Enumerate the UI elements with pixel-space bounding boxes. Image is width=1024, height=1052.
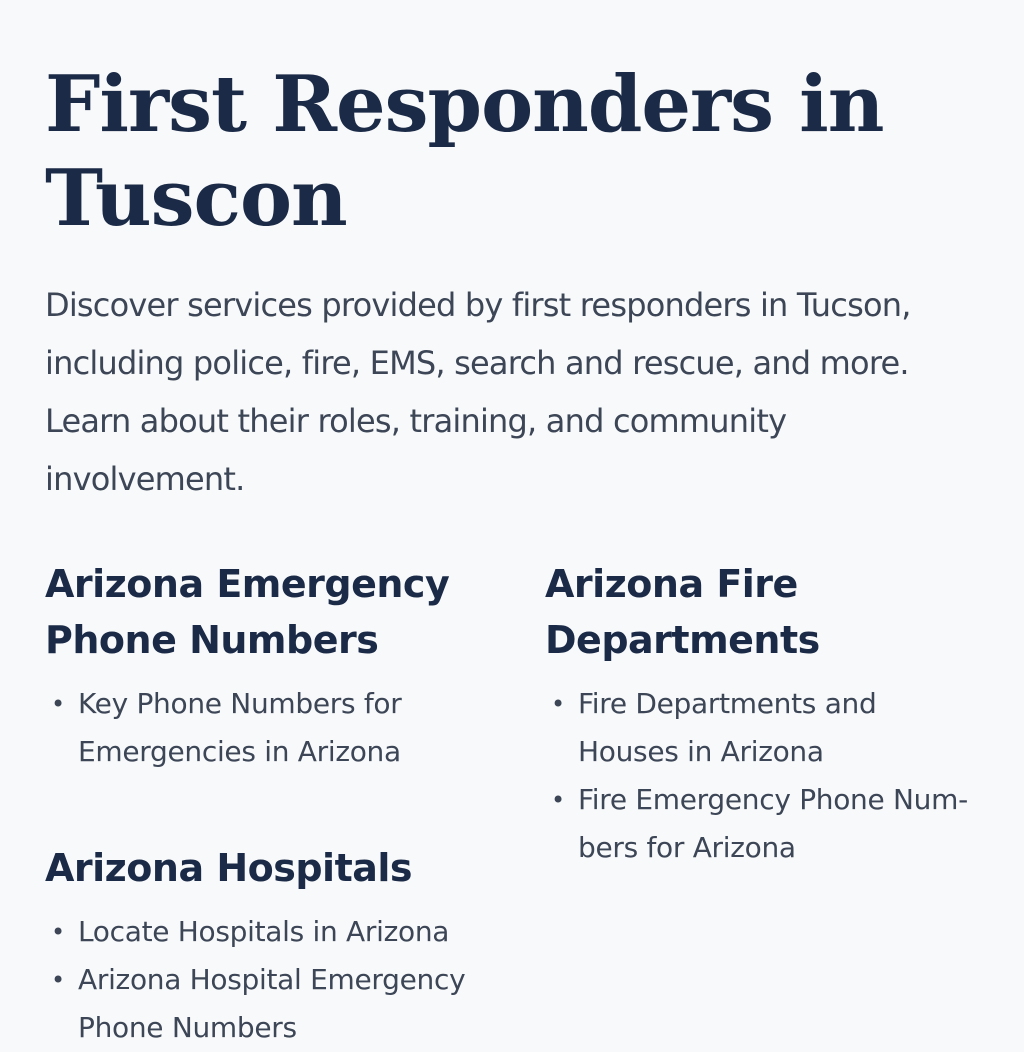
link-hospital-emergency-phone-numbers[interactable]: [45, 956, 485, 1052]
bullet-dot-icon: •: [51, 690, 65, 718]
link-label: Key Phone Numbers for Emergencies in Arizona: [78, 687, 402, 768]
link-label: Fire Departments and Houses in Arizona: [578, 687, 877, 768]
section-heading-emergency-phone-numbers: Arizona Emergency Phone Numbers: [45, 562, 450, 662]
link-label: Arizona Hospital Emergency Phone Numbers: [78, 963, 466, 1044]
section-heading-hospitals: Arizona Hospitals: [45, 846, 413, 890]
section-heading-fire-departments: Arizona Fire Departments: [545, 562, 820, 662]
section-hospitals: [45, 840, 485, 1052]
bullet-dot-icon: •: [551, 786, 565, 814]
bullet-dot-icon: •: [551, 690, 565, 718]
bullet-dot-icon: •: [51, 966, 65, 994]
bullet-dot-icon: •: [51, 918, 65, 946]
link-locate-hospitals[interactable]: [45, 908, 485, 956]
link-key-phone-numbers[interactable]: [45, 680, 485, 776]
section-columns: [45, 556, 980, 1044]
section-emergency-phone-numbers: [45, 556, 485, 776]
link-label: Locate Hospitals in Arizona: [78, 915, 450, 948]
link-label: Fire Emergency Phone Num-bers for Arizona: [578, 783, 968, 864]
hospitals-link-list: [45, 908, 485, 1052]
link-fire-emergency-phone-numbers[interactable]: [545, 776, 975, 872]
fire-departments-link-list: [545, 680, 975, 872]
page-title: First Responders in Tuscon: [45, 59, 884, 244]
emergency-phone-link-list: [45, 680, 485, 776]
link-fire-departments-and-houses[interactable]: [545, 680, 975, 776]
section-fire-departments: [545, 556, 975, 872]
page-intro: Discover services provided by first responders in Tucson, including police, fire, EMS, search and rescue, and more. Learn about their roles, training, and community involvement.: [45, 286, 911, 498]
